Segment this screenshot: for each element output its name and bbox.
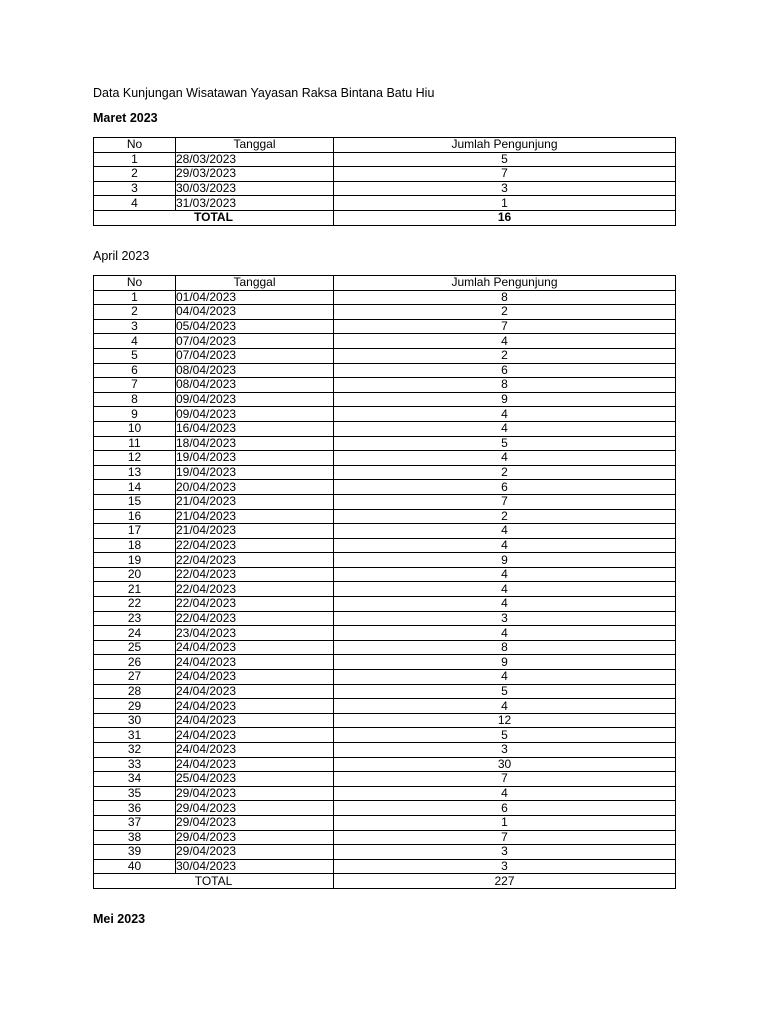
cell-no: 38	[94, 830, 176, 845]
cell-no: 7	[94, 378, 176, 393]
table-row	[94, 567, 676, 582]
cell-count: 7	[334, 494, 676, 509]
table-row	[94, 815, 676, 830]
cell-no: 24	[94, 626, 176, 641]
cell-count: 30	[334, 757, 676, 772]
cell-date: 07/04/2023	[176, 334, 334, 349]
cell-date: 04/04/2023	[176, 305, 334, 320]
total-label: TOTAL	[94, 874, 334, 889]
table-row	[94, 597, 676, 612]
cell-date: 22/04/2023	[176, 538, 334, 553]
cell-no: 40	[94, 859, 176, 874]
table-row	[94, 524, 676, 539]
cell-count: 9	[334, 655, 676, 670]
cell-date: 24/04/2023	[176, 713, 334, 728]
cell-date: 28/03/2023	[176, 152, 334, 167]
table-row	[94, 494, 676, 509]
cell-no: 27	[94, 670, 176, 685]
cell-date: 29/04/2023	[176, 845, 334, 860]
cell-count: 4	[334, 786, 676, 801]
table-row	[94, 626, 676, 641]
cell-count: 4	[334, 421, 676, 436]
table-row	[94, 290, 676, 305]
cell-no: 10	[94, 421, 176, 436]
cell-count: 3	[334, 743, 676, 758]
cell-no: 16	[94, 509, 176, 524]
header-date: Tanggal	[176, 138, 334, 153]
table-row	[94, 845, 676, 860]
cell-no: 25	[94, 640, 176, 655]
cell-count: 7	[334, 830, 676, 845]
cell-date: 21/04/2023	[176, 494, 334, 509]
cell-count: 5	[334, 728, 676, 743]
total-label: TOTAL	[94, 210, 334, 225]
table-row	[94, 728, 676, 743]
cell-count: 2	[334, 305, 676, 320]
cell-date: 24/04/2023	[176, 743, 334, 758]
cell-no: 21	[94, 582, 176, 597]
table-row	[94, 421, 676, 436]
cell-date: 29/04/2023	[176, 815, 334, 830]
cell-count: 4	[334, 451, 676, 466]
cell-no: 22	[94, 597, 176, 612]
table-row	[94, 348, 676, 363]
cell-no: 37	[94, 815, 176, 830]
table-row	[94, 655, 676, 670]
cell-no: 3	[94, 181, 176, 196]
cell-no: 33	[94, 757, 176, 772]
cell-count: 3	[334, 845, 676, 860]
cell-date: 25/04/2023	[176, 772, 334, 787]
table-body-march	[94, 138, 676, 226]
cell-no: 39	[94, 845, 176, 860]
table-row	[94, 553, 676, 568]
cell-no: 20	[94, 567, 176, 582]
cell-date: 22/04/2023	[176, 553, 334, 568]
cell-count: 3	[334, 181, 676, 196]
total-row	[94, 210, 676, 225]
cell-date: 29/04/2023	[176, 786, 334, 801]
cell-no: 4	[94, 196, 176, 211]
cell-no: 5	[94, 348, 176, 363]
cell-no: 36	[94, 801, 176, 816]
cell-no: 12	[94, 451, 176, 466]
total-value: 16	[334, 210, 676, 225]
cell-no: 9	[94, 407, 176, 422]
table-header-row	[94, 138, 676, 153]
table-row	[94, 363, 676, 378]
cell-count: 8	[334, 640, 676, 655]
cell-date: 30/03/2023	[176, 181, 334, 196]
cell-count: 6	[334, 801, 676, 816]
cell-date: 24/04/2023	[176, 728, 334, 743]
cell-no: 29	[94, 699, 176, 714]
cell-date: 24/04/2023	[176, 699, 334, 714]
table-row	[94, 757, 676, 772]
table-row	[94, 582, 676, 597]
cell-count: 5	[334, 684, 676, 699]
cell-count: 2	[334, 465, 676, 480]
cell-count: 7	[334, 319, 676, 334]
total-value: 227	[334, 874, 676, 889]
cell-date: 30/04/2023	[176, 859, 334, 874]
table-row	[94, 167, 676, 182]
visitor-table-april	[93, 275, 676, 889]
cell-date: 22/04/2023	[176, 567, 334, 582]
cell-count: 12	[334, 713, 676, 728]
table-row	[94, 538, 676, 553]
cell-no: 1	[94, 152, 176, 167]
cell-date: 09/04/2023	[176, 392, 334, 407]
cell-count: 4	[334, 407, 676, 422]
cell-date: 20/04/2023	[176, 480, 334, 495]
table-row	[94, 801, 676, 816]
table-row	[94, 859, 676, 874]
cell-date: 24/04/2023	[176, 684, 334, 699]
table-row	[94, 319, 676, 334]
table-row	[94, 378, 676, 393]
cell-date: 08/04/2023	[176, 378, 334, 393]
table-row	[94, 830, 676, 845]
cell-date: 24/04/2023	[176, 757, 334, 772]
header-date: Tanggal	[176, 276, 334, 291]
cell-count: 3	[334, 611, 676, 626]
cell-count: 6	[334, 480, 676, 495]
cell-no: 31	[94, 728, 176, 743]
cell-count: 4	[334, 582, 676, 597]
cell-date: 01/04/2023	[176, 290, 334, 305]
cell-no: 1	[94, 290, 176, 305]
cell-no: 6	[94, 363, 176, 378]
cell-date: 07/04/2023	[176, 348, 334, 363]
table-row	[94, 334, 676, 349]
cell-date: 22/04/2023	[176, 582, 334, 597]
table-header-row	[94, 276, 676, 291]
section-heading-march: Maret 2023	[93, 111, 158, 125]
cell-count: 2	[334, 348, 676, 363]
document-title: Data Kunjungan Wisatawan Yayasan Raksa Bintana Batu Hiu	[93, 86, 435, 100]
cell-count: 4	[334, 538, 676, 553]
table-row	[94, 480, 676, 495]
cell-no: 32	[94, 743, 176, 758]
table-row	[94, 451, 676, 466]
cell-date: 29/04/2023	[176, 830, 334, 845]
cell-date: 09/04/2023	[176, 407, 334, 422]
cell-count: 3	[334, 859, 676, 874]
table-row	[94, 670, 676, 685]
cell-no: 28	[94, 684, 176, 699]
cell-count: 1	[334, 815, 676, 830]
table-row	[94, 407, 676, 422]
cell-count: 4	[334, 597, 676, 612]
table-row	[94, 684, 676, 699]
header-count: Jumlah Pengunjung	[334, 276, 676, 291]
cell-no: 3	[94, 319, 176, 334]
table-row	[94, 436, 676, 451]
cell-no: 15	[94, 494, 176, 509]
cell-count: 9	[334, 553, 676, 568]
header-no: No	[94, 276, 176, 291]
cell-date: 16/04/2023	[176, 421, 334, 436]
header-count: Jumlah Pengunjung	[334, 138, 676, 153]
cell-count: 5	[334, 152, 676, 167]
cell-date: 05/04/2023	[176, 319, 334, 334]
cell-count: 4	[334, 670, 676, 685]
cell-count: 9	[334, 392, 676, 407]
cell-count: 8	[334, 290, 676, 305]
table-row	[94, 713, 676, 728]
table-row	[94, 196, 676, 211]
cell-count: 2	[334, 509, 676, 524]
cell-count: 5	[334, 436, 676, 451]
cell-date: 29/03/2023	[176, 167, 334, 182]
cell-date: 24/04/2023	[176, 640, 334, 655]
cell-date: 19/04/2023	[176, 465, 334, 480]
cell-no: 34	[94, 772, 176, 787]
table-row	[94, 743, 676, 758]
table-row	[94, 181, 676, 196]
cell-count: 7	[334, 167, 676, 182]
cell-date: 24/04/2023	[176, 670, 334, 685]
visitor-table-march	[93, 137, 676, 226]
cell-date: 19/04/2023	[176, 451, 334, 466]
cell-no: 35	[94, 786, 176, 801]
cell-no: 8	[94, 392, 176, 407]
table-row	[94, 772, 676, 787]
cell-date: 22/04/2023	[176, 597, 334, 612]
cell-count: 4	[334, 524, 676, 539]
cell-no: 13	[94, 465, 176, 480]
section-heading-april: April 2023	[93, 249, 150, 263]
cell-count: 4	[334, 567, 676, 582]
total-row	[94, 874, 676, 889]
cell-date: 08/04/2023	[176, 363, 334, 378]
cell-count: 1	[334, 196, 676, 211]
cell-count: 8	[334, 378, 676, 393]
cell-count: 7	[334, 772, 676, 787]
cell-date: 29/04/2023	[176, 801, 334, 816]
table-body-april	[94, 276, 676, 889]
cell-no: 23	[94, 611, 176, 626]
cell-no: 17	[94, 524, 176, 539]
cell-count: 6	[334, 363, 676, 378]
cell-no: 2	[94, 305, 176, 320]
cell-count: 4	[334, 699, 676, 714]
cell-no: 30	[94, 713, 176, 728]
cell-date: 21/04/2023	[176, 509, 334, 524]
section-heading-may: Mei 2023	[93, 912, 146, 926]
cell-no: 19	[94, 553, 176, 568]
cell-no: 26	[94, 655, 176, 670]
cell-no: 11	[94, 436, 176, 451]
table-row	[94, 611, 676, 626]
cell-date: 31/03/2023	[176, 196, 334, 211]
cell-date: 24/04/2023	[176, 655, 334, 670]
header-no: No	[94, 138, 176, 153]
cell-date: 21/04/2023	[176, 524, 334, 539]
table-row	[94, 152, 676, 167]
cell-no: 2	[94, 167, 176, 182]
cell-date: 23/04/2023	[176, 626, 334, 641]
table-row	[94, 786, 676, 801]
cell-no: 18	[94, 538, 176, 553]
cell-count: 4	[334, 334, 676, 349]
table-row	[94, 640, 676, 655]
cell-count: 4	[334, 626, 676, 641]
cell-date: 18/04/2023	[176, 436, 334, 451]
cell-date: 22/04/2023	[176, 611, 334, 626]
table-row	[94, 392, 676, 407]
table-row	[94, 465, 676, 480]
table-row	[94, 305, 676, 320]
table-row	[94, 509, 676, 524]
cell-no: 14	[94, 480, 176, 495]
cell-no: 4	[94, 334, 176, 349]
table-row	[94, 699, 676, 714]
